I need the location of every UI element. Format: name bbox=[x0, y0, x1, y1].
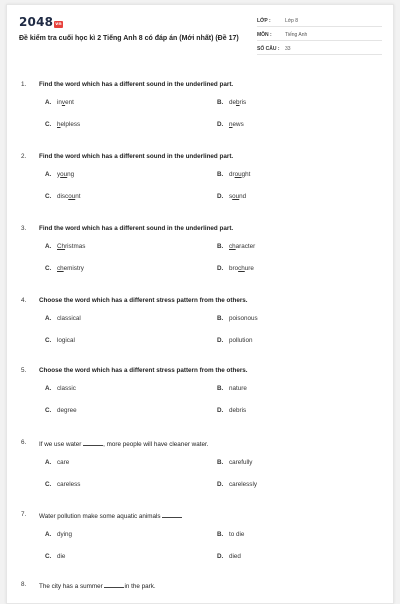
answer-option-b[interactable] bbox=[217, 243, 255, 251]
meta-key: MÔN : bbox=[257, 31, 272, 38]
option-label: A. bbox=[45, 99, 52, 106]
underlined-part: h bbox=[57, 121, 61, 128]
option-word-part: ent bbox=[65, 99, 74, 106]
option-word bbox=[57, 171, 74, 179]
question-number: 3. bbox=[21, 225, 27, 232]
logo-suffix: vn bbox=[55, 22, 62, 27]
question-6 bbox=[21, 439, 381, 497]
option-word bbox=[229, 121, 244, 129]
option-word-part: ure bbox=[244, 265, 254, 272]
option-word bbox=[229, 337, 252, 345]
question-number: 5. bbox=[21, 367, 27, 374]
exam-page bbox=[6, 4, 394, 604]
underlined-part: ou bbox=[232, 193, 240, 200]
option-word bbox=[57, 481, 80, 489]
option-label: C. bbox=[45, 407, 52, 414]
answer-option-d[interactable] bbox=[217, 193, 246, 201]
answer-option-d[interactable] bbox=[217, 121, 244, 129]
option-word-part: classic bbox=[57, 385, 76, 392]
option-word-part: debris bbox=[229, 407, 247, 414]
question-line bbox=[21, 81, 381, 89]
answer-option-a[interactable] bbox=[45, 99, 74, 107]
option-word-part: de bbox=[229, 99, 237, 106]
answer-option-a[interactable] bbox=[45, 459, 69, 467]
option-label: C. bbox=[45, 121, 52, 128]
underlined-part: n bbox=[229, 121, 233, 128]
question-4 bbox=[21, 297, 381, 353]
option-word-part: degree bbox=[57, 407, 77, 414]
option-word bbox=[229, 553, 241, 561]
underlined-part: ch bbox=[57, 265, 64, 272]
question-1 bbox=[21, 81, 381, 137]
question-text: Choose the word which has a different stress pattern from the others. bbox=[39, 367, 248, 374]
option-label: B. bbox=[217, 99, 224, 106]
option-label: C. bbox=[45, 553, 52, 560]
option-word-part: ris bbox=[239, 99, 247, 106]
option-word bbox=[229, 385, 247, 393]
answer-option-a[interactable] bbox=[45, 171, 74, 179]
logo-text: 2048 bbox=[19, 15, 54, 29]
question-line bbox=[21, 225, 381, 233]
answer-option-d[interactable] bbox=[217, 481, 257, 489]
option-label: A. bbox=[45, 531, 52, 538]
option-word-part: careless bbox=[57, 481, 81, 488]
option-word-part: nt bbox=[75, 193, 81, 200]
option-word-part: ews bbox=[232, 121, 244, 128]
answer-option-b[interactable] bbox=[217, 459, 252, 467]
answer-option-a[interactable] bbox=[45, 531, 72, 539]
option-word-part: die bbox=[57, 553, 66, 560]
question-text-end: in the park. bbox=[124, 583, 156, 590]
option-word bbox=[229, 407, 246, 415]
option-word-part: bro bbox=[229, 265, 239, 272]
answer-blank bbox=[162, 511, 182, 518]
question-number: 8. bbox=[21, 581, 27, 588]
question-number: 6. bbox=[21, 439, 27, 446]
option-word bbox=[57, 531, 72, 539]
option-word-part: died bbox=[229, 553, 241, 560]
option-word-part: s bbox=[229, 193, 233, 200]
option-word bbox=[229, 265, 254, 273]
answer-options bbox=[21, 169, 381, 209]
question-text-start: If we use water bbox=[39, 441, 82, 448]
answer-option-b[interactable] bbox=[217, 315, 258, 323]
exam-header bbox=[7, 5, 393, 67]
meta-key: SỐ CÂU : bbox=[257, 45, 280, 52]
option-word-part: nature bbox=[229, 385, 247, 392]
question-3 bbox=[21, 225, 381, 281]
option-word bbox=[229, 243, 255, 251]
underlined-part: ou bbox=[68, 193, 76, 200]
option-word-part: in bbox=[57, 99, 62, 106]
option-label: B. bbox=[217, 531, 224, 538]
option-word bbox=[57, 193, 80, 201]
answer-option-b[interactable] bbox=[217, 171, 250, 179]
underlined-part: ou bbox=[60, 171, 68, 178]
question-2 bbox=[21, 153, 381, 209]
option-word-part: elpless bbox=[60, 121, 81, 128]
answer-blank bbox=[83, 439, 103, 446]
option-label: C. bbox=[45, 481, 52, 488]
option-label: C. bbox=[45, 265, 52, 272]
underlined-part: v bbox=[61, 99, 66, 106]
option-label: A. bbox=[45, 315, 52, 322]
option-label: D. bbox=[217, 481, 224, 488]
underlined-part: ou bbox=[234, 171, 242, 178]
answer-option-a[interactable] bbox=[45, 385, 76, 393]
answer-options bbox=[21, 383, 381, 423]
answer-option-b[interactable] bbox=[217, 99, 246, 107]
question-text: Find the word which has a different sound in the underlined part. bbox=[39, 225, 234, 232]
answer-options bbox=[21, 97, 381, 137]
option-word-part: ght bbox=[241, 171, 251, 178]
answer-option-a[interactable] bbox=[45, 243, 85, 251]
question-line bbox=[21, 511, 381, 521]
question-text bbox=[39, 439, 208, 449]
answer-option-c[interactable] bbox=[45, 193, 80, 201]
option-word bbox=[57, 553, 65, 561]
answer-option-d[interactable] bbox=[217, 337, 252, 345]
answer-options bbox=[21, 529, 381, 569]
answer-option-a[interactable] bbox=[45, 315, 81, 323]
option-word bbox=[229, 531, 244, 539]
option-word-part: y bbox=[57, 171, 61, 178]
question-line bbox=[21, 581, 381, 591]
meta-value: 33 bbox=[285, 45, 291, 52]
option-word bbox=[229, 99, 246, 107]
option-word bbox=[57, 407, 77, 415]
option-word bbox=[57, 385, 76, 393]
option-label: A. bbox=[45, 385, 52, 392]
option-word bbox=[57, 315, 81, 323]
option-word-part: pollution bbox=[229, 337, 253, 344]
option-label: D. bbox=[217, 265, 224, 272]
option-word-part: disc bbox=[57, 193, 69, 200]
question-5 bbox=[21, 367, 381, 423]
option-word-part: ng bbox=[67, 171, 75, 178]
option-label: C. bbox=[45, 193, 52, 200]
question-7 bbox=[21, 511, 381, 569]
question-line bbox=[21, 367, 381, 375]
question-line bbox=[21, 439, 381, 449]
document-title: Đề kiểm tra cuối học kì 2 Tiếng Anh 8 có đáp án (Mới nhất) (Đề 17) bbox=[19, 35, 239, 42]
question-text-end: , more people will have cleaner water. bbox=[103, 441, 209, 448]
question-8 bbox=[21, 581, 381, 591]
option-label: C. bbox=[45, 337, 52, 344]
question-number: 2. bbox=[21, 153, 27, 160]
question-line bbox=[21, 297, 381, 305]
question-text bbox=[39, 581, 156, 591]
answer-option-d[interactable] bbox=[217, 407, 246, 415]
option-word-part: poisonous bbox=[229, 315, 258, 322]
question-text bbox=[39, 511, 182, 521]
question-number: 4. bbox=[21, 297, 27, 304]
answer-options bbox=[21, 457, 381, 497]
meta-row-subject bbox=[257, 29, 382, 41]
question-text-start: The city has a summer bbox=[39, 583, 103, 590]
option-word bbox=[57, 337, 75, 345]
question-text: Choose the word which has a different stress pattern from the others. bbox=[39, 297, 248, 304]
answer-option-c[interactable] bbox=[45, 553, 65, 561]
option-word bbox=[229, 315, 258, 323]
answer-option-d[interactable] bbox=[217, 553, 241, 561]
answer-option-c[interactable] bbox=[45, 265, 84, 273]
option-word bbox=[229, 481, 257, 489]
underlined-part: ch bbox=[229, 243, 236, 250]
option-label: B. bbox=[217, 171, 224, 178]
answer-option-c[interactable] bbox=[45, 407, 77, 415]
option-word-part: carefully bbox=[229, 459, 253, 466]
option-word bbox=[57, 459, 69, 467]
option-label: B. bbox=[217, 459, 224, 466]
option-word bbox=[229, 459, 252, 467]
option-word-part: to die bbox=[229, 531, 245, 538]
question-text: Find the word which has a different sound in the underlined part. bbox=[39, 81, 234, 88]
option-word-part: emistry bbox=[63, 265, 84, 272]
option-word bbox=[229, 171, 250, 179]
answer-option-d[interactable] bbox=[217, 265, 254, 273]
underlined-part: ch bbox=[238, 265, 245, 272]
answer-blank bbox=[104, 581, 124, 588]
option-label: A. bbox=[45, 243, 52, 250]
option-label: B. bbox=[217, 243, 224, 250]
option-word-part: carelessly bbox=[229, 481, 257, 488]
option-word-part: care bbox=[57, 459, 70, 466]
option-label: B. bbox=[217, 315, 224, 322]
option-word-part: dying bbox=[57, 531, 73, 538]
option-word bbox=[57, 265, 84, 273]
meta-value: Lớp 8 bbox=[285, 17, 299, 24]
option-label: D. bbox=[217, 193, 224, 200]
exam-meta bbox=[257, 15, 382, 57]
meta-row-count bbox=[257, 43, 382, 55]
answer-options bbox=[21, 313, 381, 353]
question-line bbox=[21, 153, 381, 161]
meta-row-class bbox=[257, 15, 382, 27]
option-word-part: logical bbox=[57, 337, 75, 344]
option-word-part: dr bbox=[229, 171, 235, 178]
question-number: 7. bbox=[21, 511, 27, 518]
meta-key: LỚP : bbox=[257, 17, 271, 24]
option-label: A. bbox=[45, 459, 52, 466]
answer-option-c[interactable] bbox=[45, 121, 80, 129]
question-text-start: Water pollution make some aquatic animals bbox=[39, 513, 161, 520]
answer-option-c[interactable] bbox=[45, 481, 80, 489]
option-label: D. bbox=[217, 553, 224, 560]
option-word bbox=[57, 243, 85, 251]
option-label: D. bbox=[217, 407, 224, 414]
option-word bbox=[229, 193, 246, 201]
question-number: 1. bbox=[21, 81, 27, 88]
answer-option-c[interactable] bbox=[45, 337, 75, 345]
option-label: A. bbox=[45, 171, 52, 178]
option-label: D. bbox=[217, 337, 224, 344]
underlined-part: b bbox=[236, 99, 240, 106]
option-word-part: ristmas bbox=[65, 243, 86, 250]
option-label: D. bbox=[217, 121, 224, 128]
option-label: B. bbox=[217, 385, 224, 392]
answer-option-b[interactable] bbox=[217, 385, 247, 393]
option-word-part: aracter bbox=[235, 243, 256, 250]
question-text: Find the word which has a different sound in the underlined part. bbox=[39, 153, 234, 160]
answer-options bbox=[21, 241, 381, 281]
underlined-part: Ch bbox=[57, 243, 66, 250]
meta-value: Tiếng Anh bbox=[285, 31, 308, 38]
option-word-part: nd bbox=[239, 193, 247, 200]
option-word bbox=[57, 99, 74, 107]
option-word bbox=[57, 121, 80, 129]
option-word-part: classical bbox=[57, 315, 81, 322]
answer-option-b[interactable] bbox=[217, 531, 244, 539]
